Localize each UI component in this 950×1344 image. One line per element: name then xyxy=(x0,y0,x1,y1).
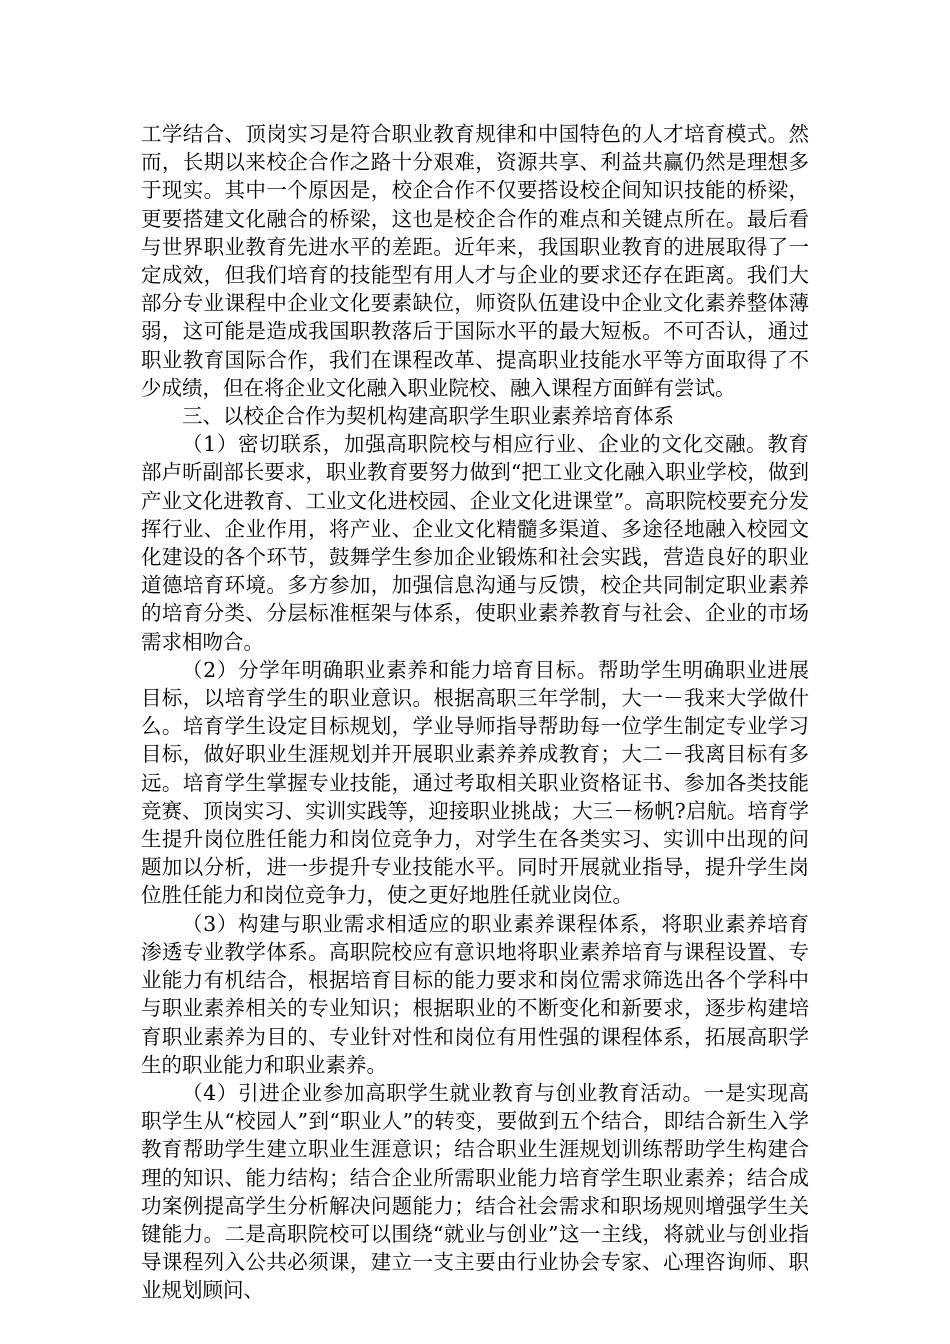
paragraph-item-2: （2）分学年明确职业素养和能力培育目标。帮助学生明确职业进展目标，以培育学生的职业意识。根据高职三年学制，大一－我来大学做什么。培育学生设定目标规划，学业导师指导帮助每一位学生制定专业学习目标，做好职业生涯规划并开展职业素养养成教育；大二－我离目标有多远。培育学生掌握专业技能，通过考取相关职业资格证书、参加各类技能竞赛、顶岗实习、实训实践等，迎接职业挑战；大三－杨帆?启航。培育学生提升岗位胜任能力和岗位竞争力，对学生在各类实习、实训中出现的问题加以分析，进一步提升专业技能水平。同时开展就业指导，提升学生岗位胜任能力和岗位竞争力，使之更好地胜任就业岗位。 xyxy=(141,657,809,908)
paragraph-intro: 工学结合、顶岗实习是符合职业教育规律和中国特色的人才培育模式。然而，长期以来校企合作之路十分艰难，资源共享、利益共赢仍然是理想多于现实。其中一个原因是，校企合作不仅要搭设校企间知识技能的桥梁，更要搭建文化融合的桥梁，这也是校企合作的难点和关键点所在。最后看与世界职业教育先进水平的差距。近年来，我国职业教育的进展取得了一定成效，但我们培育的技能型有用人才与企业的要求还存在距离。我们大部分专业课程中企业文化要素缺位，师资队伍建设中企业文化素养整体薄弱，这可能是造成我国职教落后于国际水平的最大短板。不可否认，通过职业教育国际合作，我们在课程改革、提高职业技能水平等方面取得了不少成绩，但在将企业文化融入职业院校、融入课程方面鲜有尝试。 xyxy=(141,122,809,400)
paragraph-item-1: （1）密切联系，加强高职院校与相应行业、企业的文化交融。教育部卢昕副部长要求，职业教育要努力做到“把工业文化融入职业学校，做到产业文化进教育、工业文化进校园、企业文化进课堂”。高职院校要充分发挥行业、企业作用，将产业、企业文化精髓多渠道、多途径地融入校园文化建设的各个环节，鼓舞学生参加企业锻炼和社会实践，营造良好的职业道德培育环境。多方参加，加强信息沟通与反馈，校企共同制定职业素养的培育分类、分层标准框架与体系，使职业素养教育与社会、企业的市场需求相吻合。 xyxy=(141,432,809,654)
document-page xyxy=(141,120,809,1305)
paragraph-item-4: （4）引进企业参加高职学生就业教育与创业教育活动。一是实现高职学生从“校园人”到“职业人”的转变，要做到五个结合，即结合新生入学教育帮助学生建立职业生涯意识；结合职业生涯规划训练帮助学生构建合理的知识、能力结构；结合企业所需职业能力培育学生职业素养；结合成功案例提高学生分析解决问题能力；结合社会需求和职场规则增强学生关键能力。二是高职院校可以围绕“就业与创业”这一主线，将就业与创业指导课程列入公共必须课，建立一支主要由行业协会专家、心理咨询师、职业规划顾问、 xyxy=(141,1080,809,1303)
section-heading: 三、以校企合作为契机构建高职学生职业素养培育体系 xyxy=(182,404,674,429)
paragraph-item-3: （3）构建与职业需求相适应的职业素养课程体系，将职业素养培育渗透专业教学体系。高职院校应有意识地将职业素养培育与课程设置、专业能力有机结合，根据培育目标的能力要求和岗位需求筛选出各个学科中与职业素养相关的专业知识；根据职业的不断变化和新要求，逐步构建培育职业素养为目的、专业针对性和岗位有用性强的课程体系，拓展高职学生的职业能力和职业素养。 xyxy=(141,911,809,1077)
